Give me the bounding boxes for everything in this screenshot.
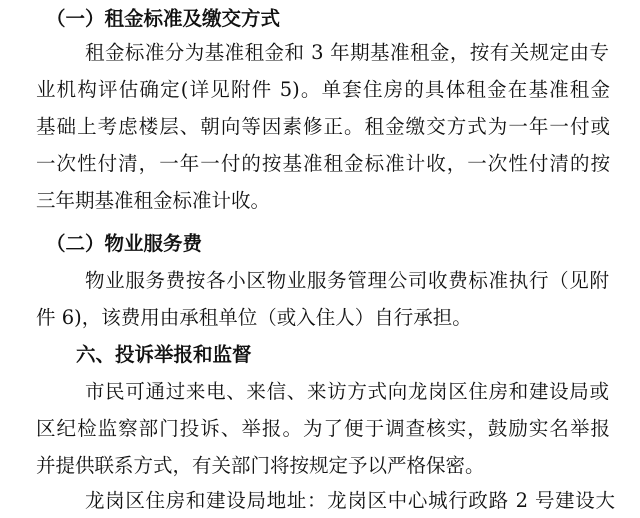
paragraph-line: 一次性付清，一年一付的按基准租金标准计收，一次性付清的按 [36,152,610,175]
paragraph-line: 并提供联系方式，有关部门将按规定予以严格保密。 [36,454,485,477]
section-heading-complaint: 六、投诉举报和监督 [76,343,252,366]
paragraph-line: 区纪检监察部门投诉、举报。为了便于调查核实，鼓励实名举报 [36,417,610,440]
paragraph-line: 龙岗区住房和建设局地址：龙岗区中心城行政路 2 号建设大 [85,489,615,512]
section-heading-property-fee: （二）物业服务费 [46,232,203,255]
paragraph-line: 业机构评估确定(详见附件 5)。单套住房的具体租金在基准租金 [36,78,610,101]
section-heading-rent: （一）租金标准及缴交方式 [46,7,281,30]
paragraph-line: 三年期基准租金标准计收。 [36,189,271,212]
paragraph-line: 租金标准分为基准租金和 3 年期基准租金，按有关规定由专 [85,41,609,64]
paragraph-line: 市民可通过来电、来信、来访方式向龙岗区住房和建设局或 [85,380,609,403]
paragraph-line: 件 6)，该费用由承租单位（或入住人）自行承担。 [36,306,472,329]
paragraph-line: 基础上考虑楼层、朝向等因素修正。租金缴交方式为一年一付或 [36,115,610,138]
paragraph-line: 物业服务费按各小区物业服务管理公司收费标准执行（见附 [85,269,609,292]
